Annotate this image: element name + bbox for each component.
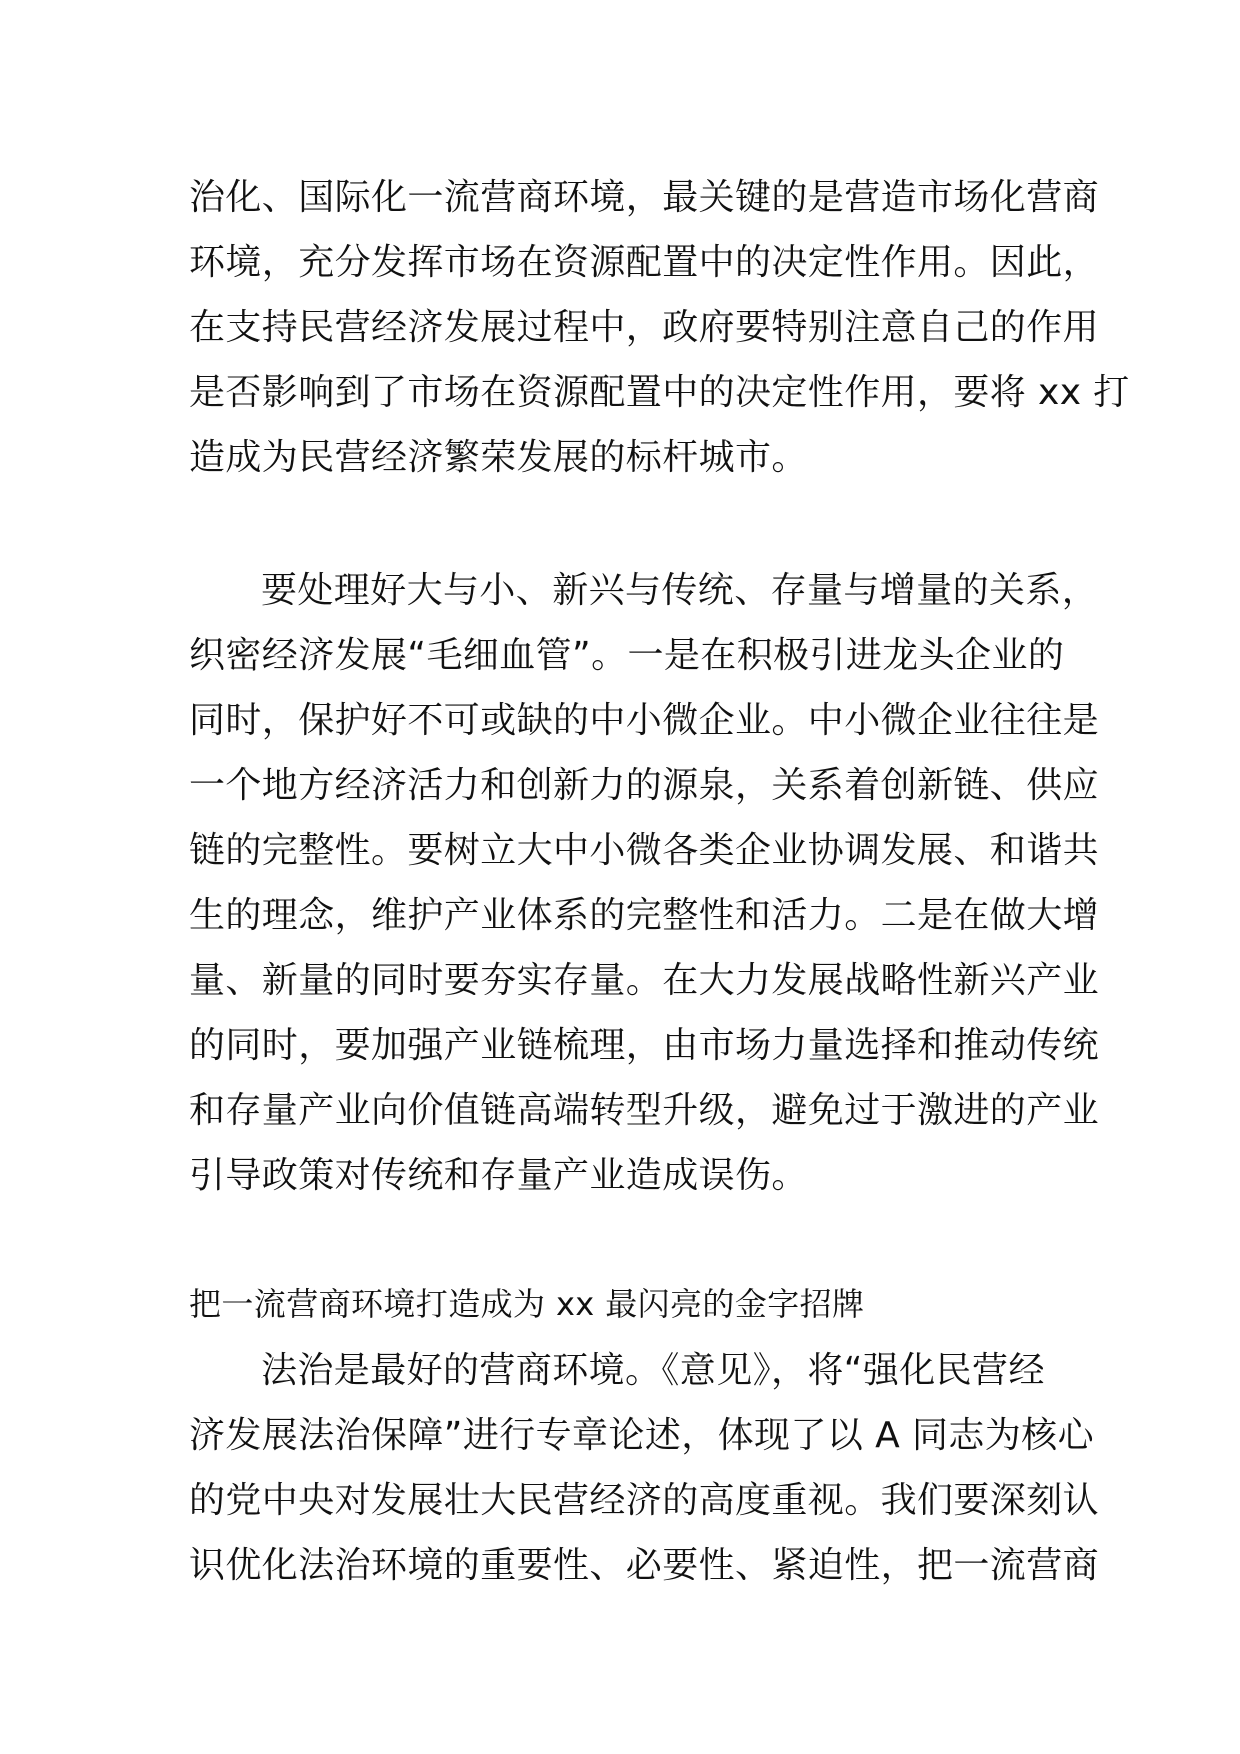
paragraph-line: 一个地方经济活力和创新力的源泉，关系着创新链、供应 [189,765,1100,806]
paragraph-line: 织密经济发展“毛细血管”。一是在积极引进龙头企业的 [189,635,1065,676]
paragraph-rule-of-law [189,1338,1100,1598]
paragraph-line: 法治是最好的营商环境。《意见》，将“强化民营经 [261,1350,1045,1391]
paragraph-line: 济发展法治保障”进行专章论述，体现了以 A 同志为核心 [189,1415,1094,1456]
paragraph-line: 的党中央对发展壮大民营经济的高度重视。我们要深刻认 [189,1480,1100,1521]
paragraph-line: 同时，保护好不可或缺的中小微企业。中小微企业往往是 [189,700,1100,741]
paragraph-line: 链的完整性。要树立大中小微各类企业协调发展、和谐共 [189,830,1100,871]
paragraph-line: 识优化法治环境的重要性、必要性、紧迫性，把一流营商 [189,1545,1100,1586]
section-heading-block [189,1272,1055,1337]
paragraph-line: 量、新量的同时要夯实存量。在大力发展战略性新兴产业 [189,960,1100,1001]
paragraph-line: 环境，充分发挥市场在资源配置中的决定性作用。因此， [189,242,1100,283]
paragraph-line: 引导政策对传统和存量产业造成误伤。 [189,1155,808,1196]
paragraph-enterprise-relations [189,558,1100,1208]
paragraph-line: 在支持民营经济发展过程中，政府要特别注意自己的作用 [189,307,1100,348]
section-heading: 把一流营商环境打造成为 xx 最闪亮的金字招牌 [189,1285,865,1323]
paragraph-market-environment [189,165,1130,490]
paragraph-line: 造成为民营经济繁荣发展的标杆城市。 [189,437,808,478]
paragraph-line: 是否影响到了市场在资源配置中的决定性作用，要将 xx 打 [189,372,1130,413]
paragraph-line: 生的理念，维护产业体系的完整性和活力。二是在做大增 [189,895,1100,936]
paragraph-line: 要处理好大与小、新兴与传统、存量与增量的关系， [261,570,1099,611]
paragraph-line: 治化、国际化一流营商环境，最关键的是营造市场化营商 [189,177,1100,218]
paragraph-line: 和存量产业向价值链高端转型升级，避免过于激进的产业 [189,1090,1100,1131]
paragraph-line: 的同时，要加强产业链梳理，由市场力量选择和推动传统 [189,1025,1100,1066]
